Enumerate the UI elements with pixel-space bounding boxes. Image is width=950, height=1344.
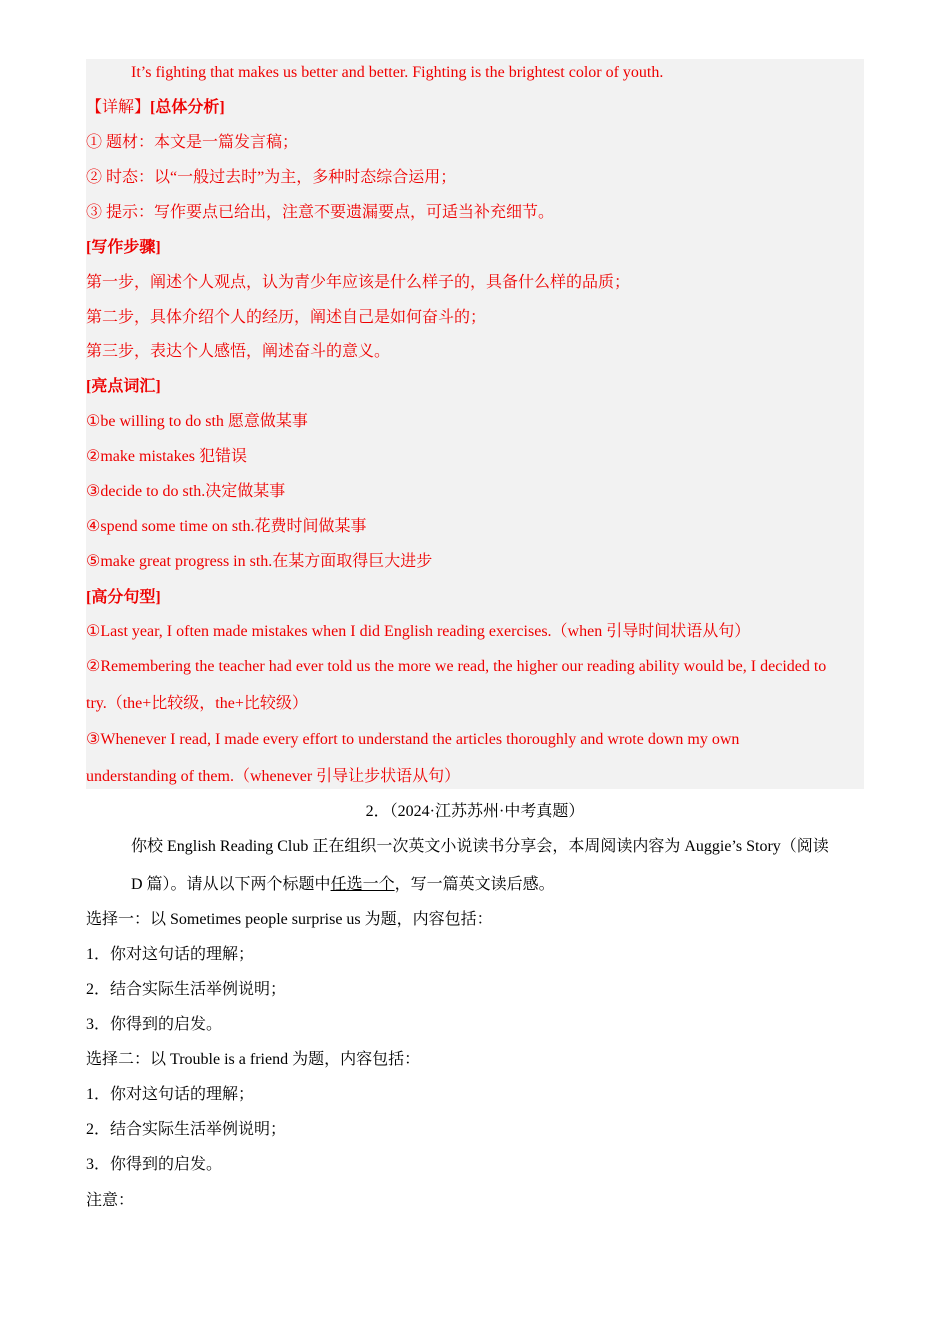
overall-item-1: ① 题材：本文是一篇发言稿； [86,134,299,151]
note-label: 注意： [86,1192,135,1209]
sentence-1: ①Last year, I often made mistakes when I did English reading exercises.（when 引导时间状语从句） [86,623,751,640]
step-item-1: 第一步，阐述个人观点，认为青少年应该是什么样子的，具备什么样的品质； [86,274,631,291]
detail-heading [86,98,864,118]
sentence-3-line-2: understanding of them.（whenever 引导让步状语从句） [86,768,461,785]
vocab-label: [亮点词汇] [86,378,161,395]
vocab-item-5: ⑤make great progress in sth.在某方面取得巨大进步 [86,553,433,570]
intro-text-pre: D 篇）。请从以下两个标题中 [131,876,331,893]
option-2-point-1: 1．你对这句话的理解； [86,1086,255,1103]
vocab-item-4: ④spend some time on sth.花费时间做某事 [86,518,367,535]
vocab-item-1: ①be willing to do sth 愿意做某事 [86,413,308,430]
overall-item-2: ② 时态：以“一般过去时”为主，多种时态综合运用； [86,169,457,186]
intro-text-underlined: 任选一个 [330,876,395,893]
intro-text-post: ，写一篇英文读后感。 [394,876,555,893]
step-item-2: 第二步，具体介绍个人的经历，阐述自己是如何奋斗的； [86,309,487,326]
overall-analysis-label: [总体分析] [150,99,225,116]
vocab-item-3: ③decide to do sth.决定做某事 [86,483,286,500]
sample-essay-ending: It’s fighting that makes us better and better. Fighting is the brightest color of youth. [131,64,664,81]
option-2-title: 选择二：以 Trouble is a friend 为题，内容包括： [86,1051,421,1068]
option-2-point-3: 3．你得到的启发。 [86,1156,223,1173]
option-1-point-3: 3．你得到的启发。 [86,1016,223,1033]
step-item-3: 第三步，表达个人感悟，阐述奋斗的意义。 [86,343,391,360]
option-2-point-2: 2．结合实际生活举例说明； [86,1121,287,1138]
sentence-2-line-2: try.（the+比较级，the+比较级） [86,695,308,712]
writing-steps-label: [写作步骤] [86,239,161,256]
question-intro-line-2 [131,875,909,895]
option-1-point-2: 2．结合实际生活举例说明； [86,981,287,998]
vocab-item-2: ②make mistakes 犯错误 [86,448,247,465]
sentence-2-line-1: ②Remembering the teacher had ever told us the more we read, the higher our reading ability would be, I decided to [86,658,827,675]
option-1-title: 选择一：以 Sometimes people surprise us 为题，内容包括： [86,911,493,928]
overall-item-3: ③ 提示：写作要点已给出，注意不要遗漏要点，可适当补充细节。 [86,204,555,221]
question-intro-line-1: 你校 English Reading Club 正在组织一次英文小说读书分享会，本周阅读内容为 Auggie’s Story（阅读 [131,838,829,855]
sentences-label: [高分句型] [86,589,161,606]
sentence-3-line-1: ③Whenever I read, I made every effort to understand the articles thoroughly and wrote down my own [86,731,740,748]
option-1-point-1: 1．你对这句话的理解； [86,946,255,963]
question-heading: 2．（2024·江苏苏州·中考真题） [365,803,585,820]
detail-label: 【详解】 [86,99,151,116]
